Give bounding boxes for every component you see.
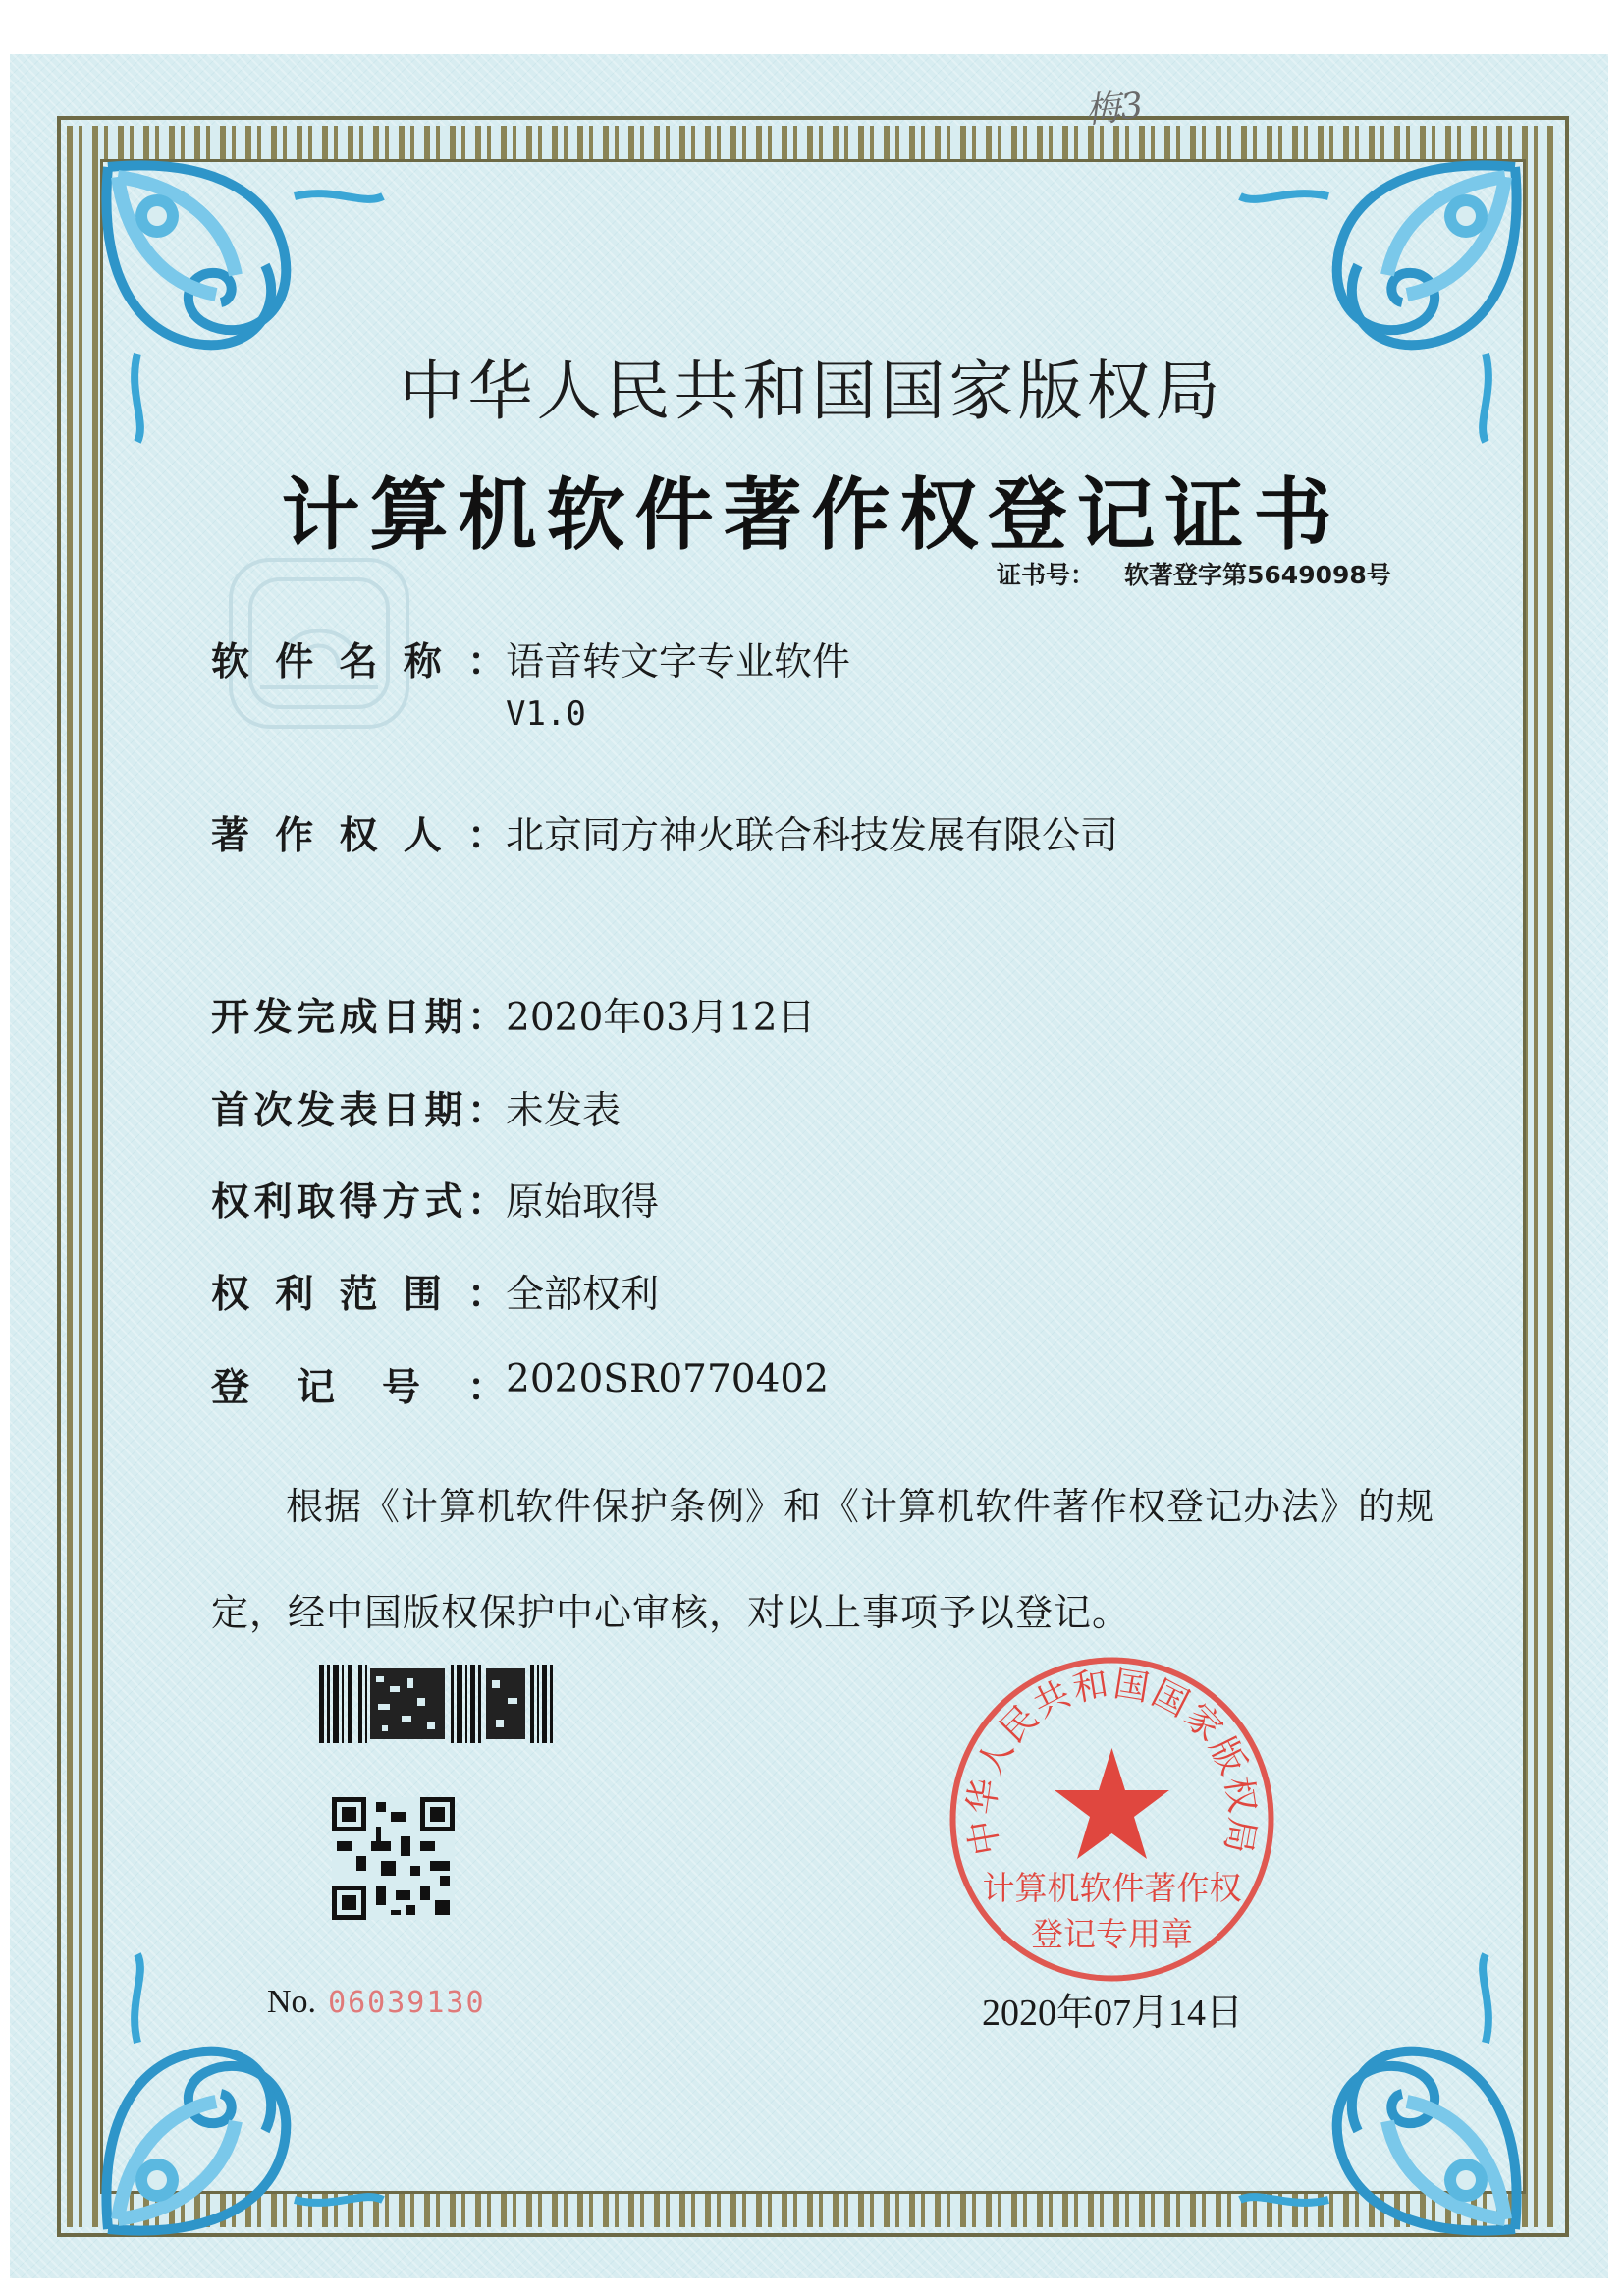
qr-code-icon xyxy=(332,1797,455,1920)
field-label: 权利范围： xyxy=(211,1273,506,1317)
official-seal xyxy=(947,1655,1276,1984)
field-acquisition-method xyxy=(211,1172,660,1227)
field-rights-scope xyxy=(211,1264,660,1319)
issue-date: 2020年07月14日 xyxy=(982,1993,1244,2034)
certificate-number-value: 软著登字第5649098号 xyxy=(1124,561,1391,589)
field-label: 首次发表日期： xyxy=(211,1089,506,1133)
field-label: 登记号： xyxy=(211,1366,506,1410)
certificate-number-label: 证书号： xyxy=(997,561,1096,589)
registration-number-value: 2020SR0770402 xyxy=(506,1357,830,1401)
seal-line-2: 登记专用章 xyxy=(1031,1915,1193,1953)
seal-star-icon xyxy=(1055,1748,1169,1859)
software-name-value: 语音转文字专业软件 xyxy=(506,640,851,684)
field-label: 著作权人： xyxy=(211,814,506,858)
seal-ring-text: 中华人民共和国国家版权局 xyxy=(961,1664,1263,1859)
field-label: 权利取得方式： xyxy=(211,1180,506,1225)
seal-line-1: 计算机软件著作权 xyxy=(982,1869,1242,1907)
barcode-icon xyxy=(319,1665,555,1743)
acquisition-method-value: 原始取得 xyxy=(506,1180,660,1225)
field-registration-number xyxy=(211,1357,830,1412)
copyright-owner-value: 北京同方神火联合科技发展有限公司 xyxy=(506,814,1119,858)
issuer-title: 中华人民共和国国家版权局 xyxy=(399,356,1224,428)
certificate-number xyxy=(997,556,1391,591)
corner-ornament-bottom-right xyxy=(1230,1944,1525,2239)
field-completion-date xyxy=(211,987,816,1042)
serial-number xyxy=(267,1984,486,2021)
field-first-publication-date xyxy=(211,1080,622,1135)
serial-label: No. xyxy=(267,1984,317,2020)
field-software-name xyxy=(211,631,851,734)
legal-statement: 根据《计算机软件保护条例》和《计算机软件著作权登记办法》的规定，经中国版权保护中心审核，对以上事项予以登记。 xyxy=(211,1485,1435,1634)
first-publication-date-value: 未发表 xyxy=(506,1089,622,1133)
software-version-value: V1.0 xyxy=(506,694,586,734)
serial-value: 06039130 xyxy=(328,1986,486,2020)
completion-date-value: 2020年03月12日 xyxy=(506,996,816,1040)
field-label: 开发完成日期： xyxy=(211,996,506,1040)
field-value xyxy=(506,631,850,734)
field-copyright-owner xyxy=(211,805,1119,860)
handwritten-note: 梅3 xyxy=(1083,85,1146,132)
field-label: 软件名称： xyxy=(211,640,506,684)
certificate-title: 计算机软件著作权登记证书 xyxy=(281,468,1342,561)
rights-scope-value: 全部权利 xyxy=(506,1273,660,1317)
